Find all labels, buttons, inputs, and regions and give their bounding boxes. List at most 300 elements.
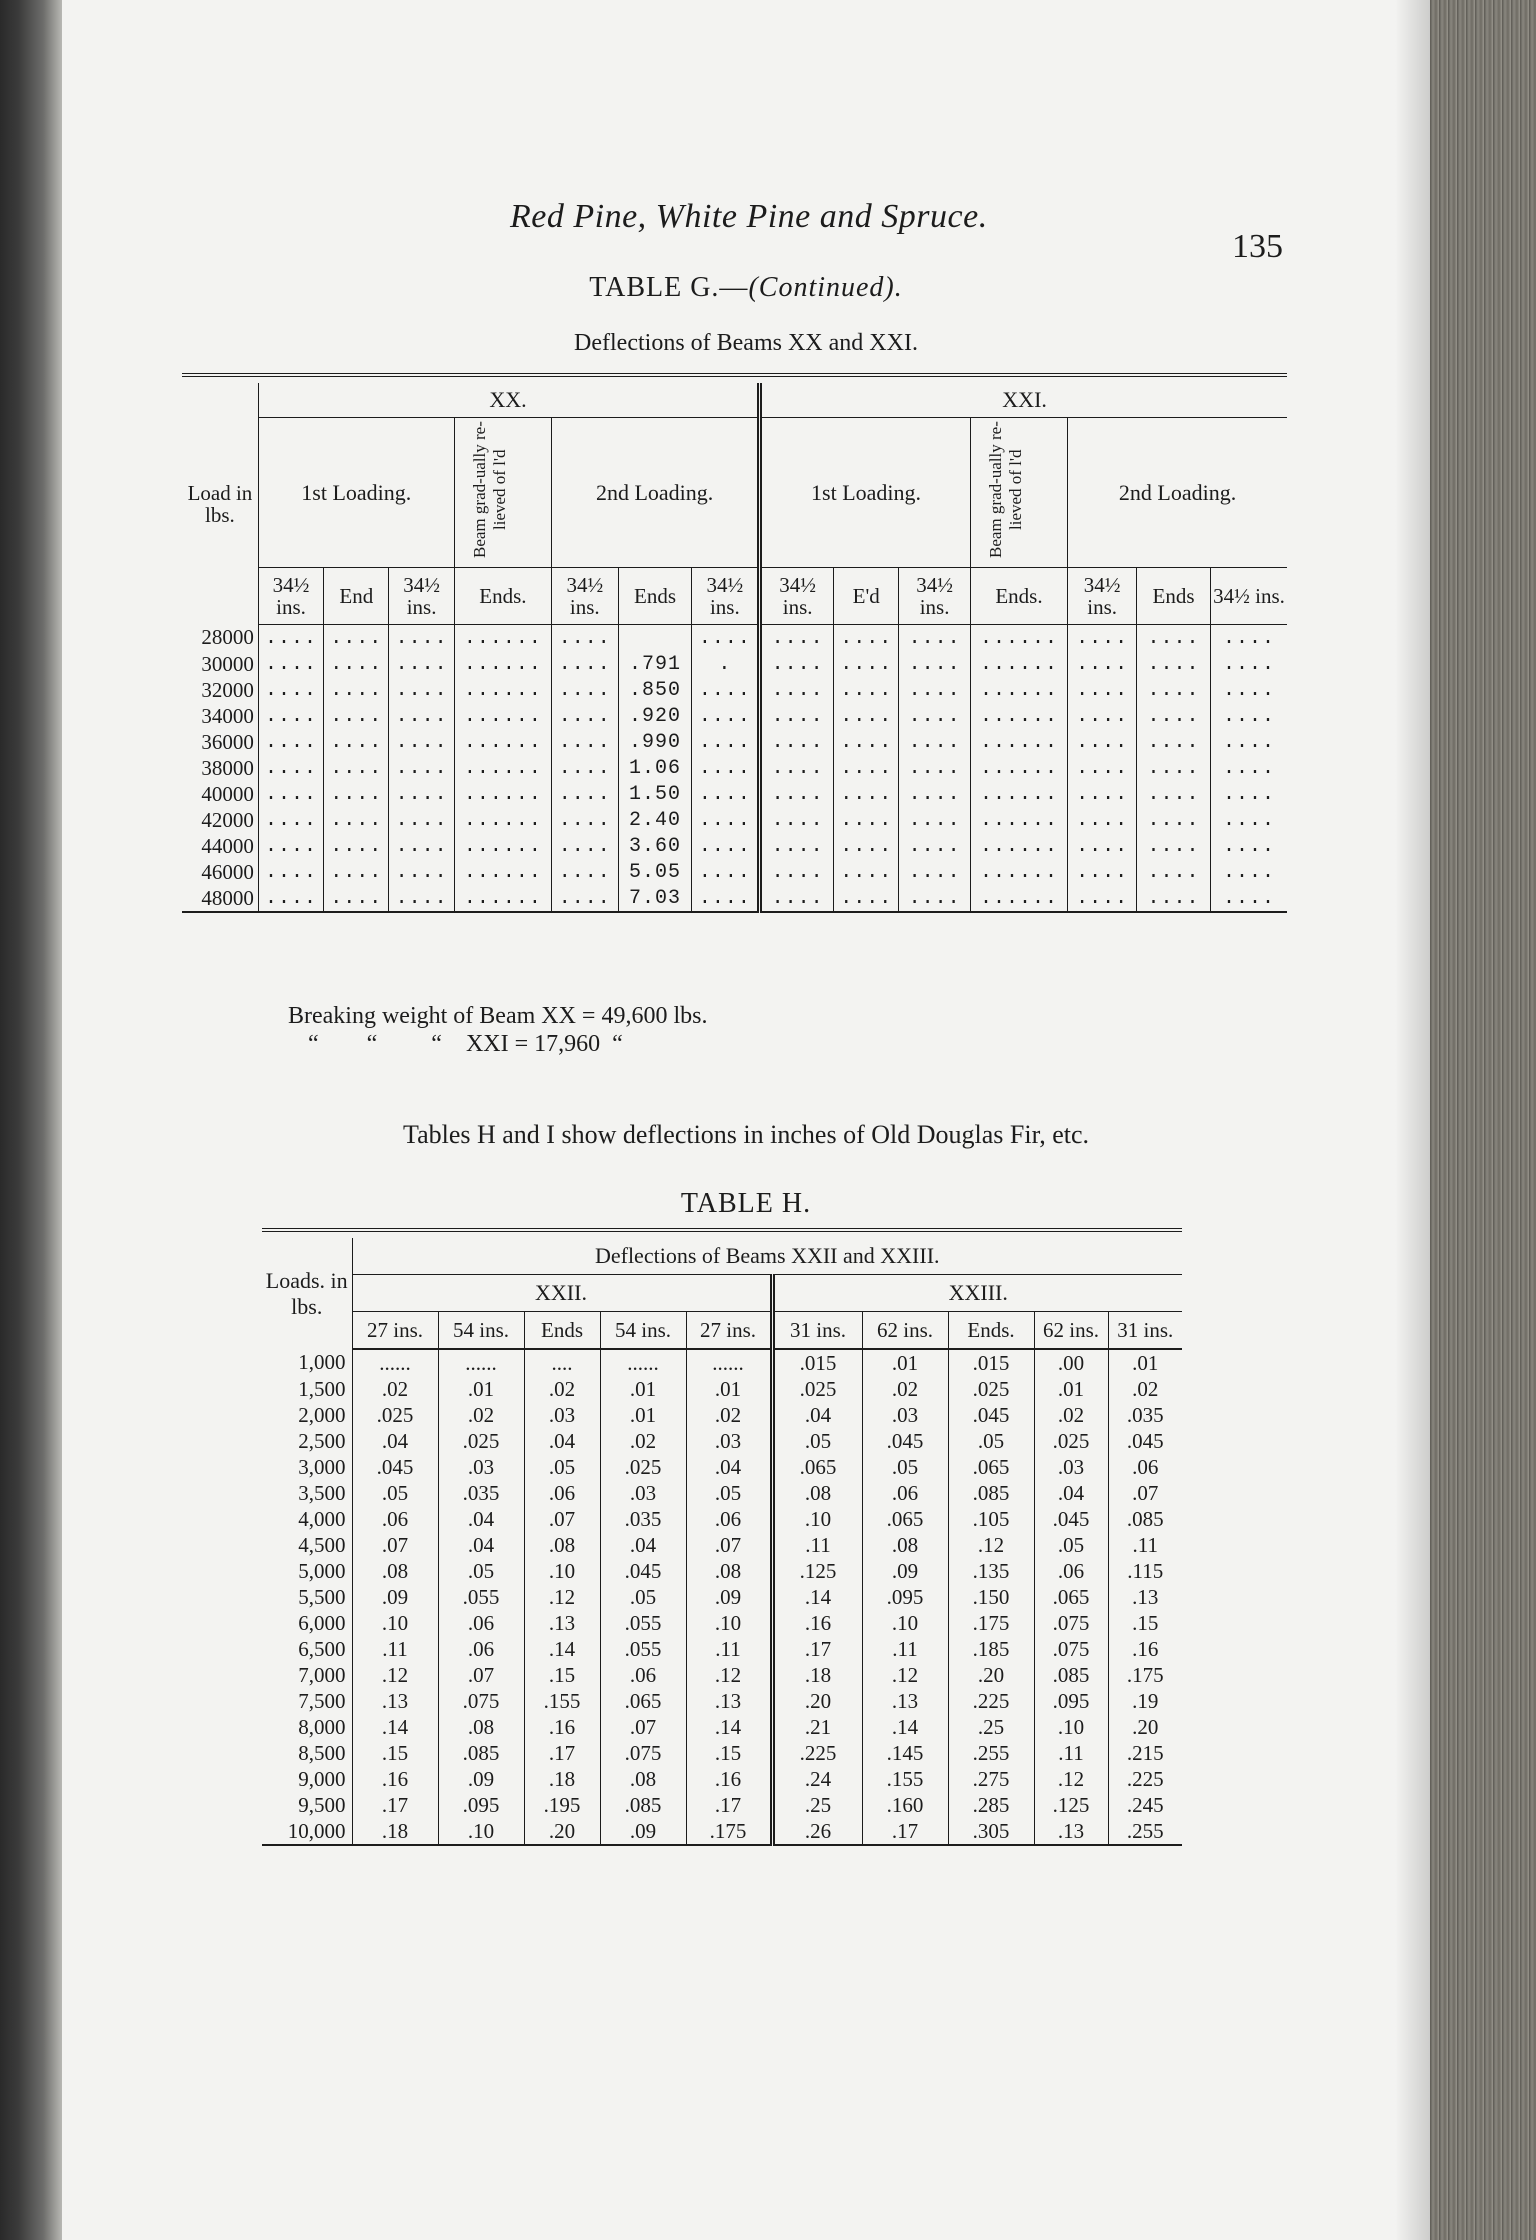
load-cell: 9,000	[298, 1766, 346, 1791]
value-cell: .11	[862, 1636, 948, 1662]
value-cell: .225	[772, 1740, 862, 1766]
value-cell: ......	[970, 885, 1067, 912]
value-cell: .25	[772, 1792, 862, 1818]
value-cell: .16	[686, 1766, 772, 1792]
value-cell: .01	[600, 1376, 686, 1402]
value-cell: ....	[834, 677, 899, 703]
value-cell: .06	[1034, 1558, 1108, 1584]
value-cell: .04	[1034, 1480, 1108, 1506]
value-cell: .08	[600, 1766, 686, 1792]
value-cell: ....	[692, 729, 760, 755]
value-cell: .15	[1108, 1610, 1182, 1636]
value-cell: ....	[899, 677, 970, 703]
value-cell: .20	[948, 1662, 1034, 1688]
breaking-weights	[288, 1002, 707, 1058]
value-cell: .20	[1108, 1714, 1182, 1740]
value-cell: .01	[438, 1376, 524, 1402]
value-cell: .12	[686, 1662, 772, 1688]
table-h-row	[262, 1766, 1182, 1792]
value-cell: ......	[970, 651, 1067, 677]
load-cell: 36000	[201, 729, 254, 754]
value-cell: .095	[862, 1584, 948, 1610]
value-cell: ....	[1211, 651, 1288, 677]
value-cell: .12	[524, 1584, 600, 1610]
col-header: Ends	[618, 568, 692, 625]
value-cell: .08	[352, 1558, 438, 1584]
value-cell: .02	[524, 1376, 600, 1402]
value-cell: ....	[834, 833, 899, 859]
col-header: 54 ins.	[600, 1312, 686, 1350]
load-cell: 6,000	[298, 1610, 346, 1635]
value-cell: .045	[352, 1454, 438, 1480]
col-header: End	[324, 568, 389, 625]
value-cell: ....	[760, 677, 834, 703]
value-cell: .055	[600, 1636, 686, 1662]
value-cell: .095	[438, 1792, 524, 1818]
col-header: E'd	[834, 568, 899, 625]
col-header: Ends.	[948, 1312, 1034, 1350]
value-cell: .085	[948, 1480, 1034, 1506]
value-cell: ......	[970, 677, 1067, 703]
value-cell: .015	[772, 1349, 862, 1376]
value-cell: ....	[1211, 885, 1288, 912]
value-cell: ....	[552, 755, 619, 781]
tables-note: Tables H and I show deflections in inches of Old Douglas Fir, etc.	[403, 1120, 1089, 1149]
value-cell: .24	[772, 1766, 862, 1792]
value-cell: .02	[1108, 1376, 1182, 1402]
value-cell: ....	[1211, 677, 1288, 703]
value-cell: .18	[772, 1662, 862, 1688]
value-cell: ....	[552, 703, 619, 729]
xxi-relieved-label: Beam grad-ually re-lieved of l'd	[985, 421, 1025, 558]
table-h-row	[262, 1532, 1182, 1558]
value-cell: ....	[760, 625, 834, 652]
value-cell: .12	[352, 1662, 438, 1688]
value-cell: .09	[352, 1584, 438, 1610]
value-cell: ....	[692, 859, 760, 885]
value-cell: ....	[899, 807, 970, 833]
value-cell: ....	[1211, 859, 1288, 885]
value-cell: ....	[258, 885, 323, 912]
table-h-row	[262, 1506, 1182, 1532]
load-cell: 7,500	[298, 1688, 346, 1713]
value-cell: ....	[324, 807, 389, 833]
value-cell: ....	[692, 755, 760, 781]
value-cell: ....	[258, 729, 323, 755]
col-header: 34½ ins.	[389, 568, 454, 625]
value-cell: .06	[1108, 1454, 1182, 1480]
group-xx: XX.	[258, 383, 759, 418]
value-cell: ....	[258, 651, 323, 677]
page-shadow	[1395, 0, 1435, 2240]
table-h-row	[262, 1662, 1182, 1688]
loads-header: Loads. in lbs.	[265, 1267, 348, 1319]
value-cell: ....	[1137, 729, 1211, 755]
table-h-title: TABLE H.	[680, 1188, 812, 1219]
load-cell: 32000	[201, 677, 254, 702]
value-cell: .17	[686, 1792, 772, 1818]
value-cell: .03	[686, 1428, 772, 1454]
value-cell: ......	[454, 885, 551, 912]
value-cell: .055	[600, 1610, 686, 1636]
value-cell: .15	[352, 1740, 438, 1766]
value-cell	[618, 625, 692, 652]
value-cell: .10	[862, 1610, 948, 1636]
value-cell: ....	[324, 651, 389, 677]
top-rule	[262, 1230, 1182, 1238]
value-cell: ....	[760, 859, 834, 885]
table-h-groups-row	[262, 1275, 1182, 1312]
table-g-row	[182, 651, 1287, 677]
table-h-row	[262, 1610, 1182, 1636]
table-h	[262, 1228, 1182, 1850]
value-cell: ....	[1211, 625, 1288, 652]
value-cell: .045	[600, 1558, 686, 1584]
load-cell: 8,500	[298, 1740, 346, 1765]
value-cell: .12	[948, 1532, 1034, 1558]
value-cell: ....	[258, 703, 323, 729]
value-cell: .035	[1108, 1402, 1182, 1428]
value-cell: ....	[552, 625, 619, 652]
value-cell: ....	[834, 859, 899, 885]
value-cell: ....	[324, 885, 389, 912]
value-cell: ......	[970, 755, 1067, 781]
value-cell: .225	[948, 1688, 1034, 1714]
load-cell: 5,000	[298, 1558, 346, 1583]
value-cell: ......	[454, 781, 551, 807]
value-cell: ....	[1137, 677, 1211, 703]
col-header: 34½ ins.	[552, 568, 619, 625]
value-cell: .115	[1108, 1558, 1182, 1584]
value-cell: ....	[258, 859, 323, 885]
value-cell: ....	[760, 781, 834, 807]
value-cell: ....	[324, 625, 389, 652]
table-h-row	[262, 1584, 1182, 1610]
value-cell: ....	[760, 807, 834, 833]
group-xxiii: XXIII.	[772, 1275, 1182, 1312]
value-cell: ....	[1137, 755, 1211, 781]
value-cell: ......	[970, 625, 1067, 652]
value-cell: .17	[524, 1740, 600, 1766]
value-cell: .125	[1034, 1792, 1108, 1818]
value-cell: ......	[970, 807, 1067, 833]
value-cell: .10	[686, 1610, 772, 1636]
value-cell: ....	[899, 651, 970, 677]
table-g-title	[62, 272, 1430, 304]
value-cell: ....	[692, 833, 760, 859]
value-cell: .075	[1034, 1636, 1108, 1662]
table-h-row	[262, 1349, 1182, 1376]
value-cell: ....	[899, 625, 970, 652]
value-cell: .03	[524, 1402, 600, 1428]
value-cell: 3.60	[618, 833, 692, 859]
value-cell: ......	[438, 1349, 524, 1376]
value-cell: .791	[618, 651, 692, 677]
col-header: 54 ins.	[438, 1312, 524, 1350]
value-cell: ......	[454, 729, 551, 755]
value-cell: .065	[772, 1454, 862, 1480]
value-cell: ....	[899, 859, 970, 885]
value-cell: ......	[970, 833, 1067, 859]
value-cell: .11	[686, 1636, 772, 1662]
value-cell: ....	[692, 625, 760, 652]
value-cell: ....	[834, 703, 899, 729]
value-cell: .075	[438, 1688, 524, 1714]
table-g-row	[182, 625, 1287, 652]
value-cell: ....	[258, 755, 323, 781]
value-cell: .17	[352, 1792, 438, 1818]
value-cell: .035	[600, 1506, 686, 1532]
value-cell: ....	[692, 703, 760, 729]
value-cell: ....	[389, 755, 454, 781]
value-cell: .03	[438, 1454, 524, 1480]
value-cell: .025	[948, 1376, 1034, 1402]
value-cell: .04	[524, 1428, 600, 1454]
table-h-row	[262, 1636, 1182, 1662]
xx-relieved	[454, 418, 551, 568]
value-cell: ....	[389, 625, 454, 652]
value-cell: .06	[352, 1506, 438, 1532]
value-cell: .175	[1108, 1662, 1182, 1688]
value-cell: .085	[438, 1740, 524, 1766]
load-cell: 1,000	[298, 1350, 346, 1374]
value-cell: .225	[1108, 1766, 1182, 1792]
load-cell: 48000	[201, 885, 254, 910]
load-cell: 7,000	[298, 1662, 346, 1687]
value-cell: .245	[1108, 1792, 1182, 1818]
value-cell: ......	[970, 729, 1067, 755]
value-cell: ....	[760, 703, 834, 729]
value-cell: .20	[772, 1688, 862, 1714]
load-cell: 44000	[201, 833, 254, 858]
value-cell: ....	[834, 807, 899, 833]
value-cell: 7.03	[618, 885, 692, 912]
value-cell: .02	[1034, 1402, 1108, 1428]
value-cell: .02	[438, 1402, 524, 1428]
value-cell: .09	[438, 1766, 524, 1792]
value-cell: .12	[1034, 1766, 1108, 1792]
value-cell: ....	[389, 729, 454, 755]
value-cell: .09	[862, 1558, 948, 1584]
value-cell: .04	[438, 1532, 524, 1558]
value-cell: .150	[948, 1584, 1034, 1610]
col-header: 27 ins.	[352, 1312, 438, 1350]
value-cell: .26	[772, 1818, 862, 1845]
value-cell: ....	[389, 885, 454, 912]
table-g-title-main: TABLE G.—	[589, 272, 749, 303]
value-cell: .05	[686, 1480, 772, 1506]
value-cell: .13	[1034, 1818, 1108, 1845]
value-cell: ....	[1137, 651, 1211, 677]
value-cell: .13	[686, 1688, 772, 1714]
value-cell: ....	[692, 807, 760, 833]
value-cell: .085	[1108, 1506, 1182, 1532]
value-cell: .09	[686, 1584, 772, 1610]
bottom-rule	[262, 1845, 1182, 1850]
value-cell: .04	[352, 1428, 438, 1454]
col-header: 34½ ins.	[899, 568, 970, 625]
value-cell: ....	[324, 755, 389, 781]
value-cell: .025	[438, 1428, 524, 1454]
table-g	[182, 373, 1287, 917]
value-cell: ....	[760, 755, 834, 781]
value-cell: ....	[1068, 677, 1137, 703]
value-cell: .125	[772, 1558, 862, 1584]
value-cell: .195	[524, 1792, 600, 1818]
value-cell: .06	[438, 1636, 524, 1662]
xxi-second-loading: 2nd Loading.	[1068, 418, 1287, 568]
xx-second-loading: 2nd Loading.	[552, 418, 760, 568]
value-cell: ....	[258, 677, 323, 703]
load-cell: 30000	[201, 651, 254, 676]
group-xxi: XXI.	[760, 383, 1287, 418]
value-cell: .11	[352, 1636, 438, 1662]
value-cell: .14	[862, 1714, 948, 1740]
load-cell: 46000	[201, 859, 254, 884]
value-cell: .04	[438, 1506, 524, 1532]
load-cell: 6,500	[298, 1636, 346, 1661]
load-cell: 8,000	[298, 1714, 346, 1739]
table-h-row	[262, 1428, 1182, 1454]
value-cell: ....	[258, 781, 323, 807]
value-cell: .175	[948, 1610, 1034, 1636]
value-cell: ....	[389, 781, 454, 807]
col-header: Ends	[1137, 568, 1211, 625]
value-cell: .13	[862, 1688, 948, 1714]
value-cell: ......	[454, 807, 551, 833]
value-cell: .025	[1034, 1428, 1108, 1454]
table-h-row	[262, 1688, 1182, 1714]
page-number: 135	[1232, 228, 1283, 265]
value-cell: .255	[1108, 1818, 1182, 1845]
value-cell: .20	[524, 1818, 600, 1845]
value-cell: .285	[948, 1792, 1034, 1818]
value-cell: ....	[552, 859, 619, 885]
value-cell: ......	[454, 625, 551, 652]
table-h-group-title-row	[262, 1238, 1182, 1275]
value-cell: .920	[618, 703, 692, 729]
value-cell: ....	[324, 859, 389, 885]
value-cell: ......	[454, 755, 551, 781]
value-cell: .01	[600, 1402, 686, 1428]
value-cell: 5.05	[618, 859, 692, 885]
value-cell: .10	[352, 1610, 438, 1636]
value-cell: .10	[524, 1558, 600, 1584]
table-g-row	[182, 885, 1287, 912]
value-cell: ....	[524, 1349, 600, 1376]
value-cell: .10	[772, 1506, 862, 1532]
value-cell: .14	[524, 1636, 600, 1662]
value-cell: .16	[1108, 1636, 1182, 1662]
xx-first-loading: 1st Loading.	[258, 418, 454, 568]
load-cell: 4,500	[298, 1532, 346, 1557]
value-cell: .175	[686, 1818, 772, 1845]
table-g-row	[182, 677, 1287, 703]
value-cell: ....	[1068, 625, 1137, 652]
value-cell: .305	[948, 1818, 1034, 1845]
value-cell: .045	[862, 1428, 948, 1454]
value-cell: .01	[1034, 1376, 1108, 1402]
value-cell: .16	[352, 1766, 438, 1792]
table-h-row	[262, 1714, 1182, 1740]
value-cell: .17	[772, 1636, 862, 1662]
group-title: Deflections of Beams XXII and XXIII.	[352, 1238, 1182, 1275]
value-cell: .05	[1034, 1532, 1108, 1558]
value-cell: ....	[1068, 833, 1137, 859]
value-cell: ......	[970, 859, 1067, 885]
value-cell: .04	[686, 1454, 772, 1480]
table-g-row	[182, 729, 1287, 755]
col-header: 62 ins.	[1034, 1312, 1108, 1350]
value-cell: .18	[352, 1818, 438, 1845]
page-stack-edge-right	[1430, 0, 1536, 2240]
value-cell: ....	[552, 677, 619, 703]
value-cell: ......	[352, 1349, 438, 1376]
value-cell: ....	[258, 625, 323, 652]
load-cell: 5,500	[298, 1584, 346, 1609]
col-header: 62 ins.	[862, 1312, 948, 1350]
value-cell: .990	[618, 729, 692, 755]
value-cell: .06	[686, 1506, 772, 1532]
value-cell: .035	[438, 1480, 524, 1506]
value-cell: .16	[524, 1714, 600, 1740]
running-header: Red Pine, White Pine and Spruce.	[510, 198, 988, 235]
value-cell: .18	[524, 1766, 600, 1792]
table-h-row	[262, 1558, 1182, 1584]
table-h-row	[262, 1376, 1182, 1402]
value-cell: ....	[1211, 755, 1288, 781]
value-cell: ....	[324, 781, 389, 807]
value-cell: .045	[1108, 1428, 1182, 1454]
table-h-row	[262, 1454, 1182, 1480]
value-cell: ......	[454, 833, 551, 859]
value-cell: .04	[772, 1402, 862, 1428]
value-cell: ....	[324, 729, 389, 755]
value-cell: ....	[389, 677, 454, 703]
value-cell: ....	[834, 625, 899, 652]
table-h-body	[262, 1349, 1182, 1845]
value-cell: ....	[389, 703, 454, 729]
value-cell: .15	[524, 1662, 600, 1688]
value-cell: .07	[524, 1506, 600, 1532]
value-cell: ....	[1137, 885, 1211, 912]
value-cell: ....	[1137, 781, 1211, 807]
value-cell: ....	[692, 677, 760, 703]
value-cell: .095	[1034, 1688, 1108, 1714]
value-cell: ....	[552, 729, 619, 755]
value-cell: ......	[686, 1349, 772, 1376]
value-cell: ....	[552, 781, 619, 807]
breaking-weight-xx: Breaking weight of Beam XX = 49,600 lbs.	[288, 1003, 708, 1029]
value-cell: .19	[1108, 1688, 1182, 1714]
value-cell: ....	[899, 833, 970, 859]
col-header: 34½ ins.	[1211, 568, 1288, 625]
value-cell: ......	[454, 677, 551, 703]
value-cell: ....	[1137, 703, 1211, 729]
value-cell: .075	[1034, 1610, 1108, 1636]
value-cell: ....	[389, 807, 454, 833]
value-cell: .16	[772, 1610, 862, 1636]
value-cell: ....	[1137, 859, 1211, 885]
value-cell: .850	[618, 677, 692, 703]
value-cell: ....	[1068, 729, 1137, 755]
table-g-row	[182, 833, 1287, 859]
load-cell: 3,500	[298, 1480, 346, 1505]
value-cell: .065	[862, 1506, 948, 1532]
value-cell: .04	[600, 1532, 686, 1558]
value-cell: .075	[600, 1740, 686, 1766]
table-g-row	[182, 807, 1287, 833]
